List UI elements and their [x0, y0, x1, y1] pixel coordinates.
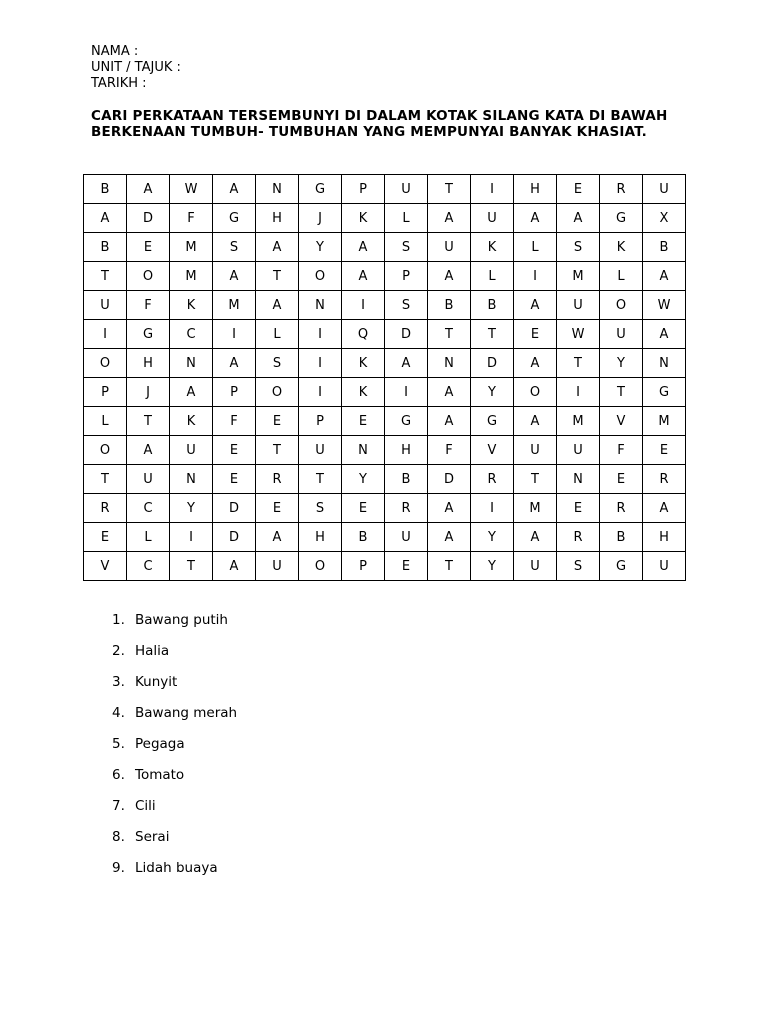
word-list-item [112, 639, 237, 670]
grid-cell[interactable]: E [213, 436, 256, 465]
grid-cell[interactable]: A [213, 349, 256, 378]
grid-cell[interactable]: M [170, 262, 213, 291]
word-list-item [112, 794, 237, 825]
grid-cell[interactable]: E [256, 494, 299, 523]
grid-cell[interactable]: V [471, 436, 514, 465]
grid-cell[interactable]: S [385, 233, 428, 262]
grid-cell[interactable]: E [600, 465, 643, 494]
grid-cell[interactable]: L [514, 233, 557, 262]
grid-cell[interactable]: T [84, 262, 127, 291]
grid-cell[interactable]: K [342, 349, 385, 378]
word-text: Pegaga [135, 736, 185, 752]
grid-cell[interactable]: A [84, 204, 127, 233]
word-number: 5. [112, 736, 125, 752]
grid-cell[interactable]: K [342, 204, 385, 233]
grid-cell[interactable]: R [600, 175, 643, 204]
grid-cell[interactable]: U [84, 291, 127, 320]
grid-cell[interactable]: X [643, 204, 686, 233]
grid-cell[interactable]: S [557, 233, 600, 262]
grid-cell[interactable]: A [385, 349, 428, 378]
grid-cell[interactable]: T [299, 465, 342, 494]
word-text: Kunyit [135, 674, 178, 690]
grid-cell[interactable]: S [299, 494, 342, 523]
grid-cell[interactable]: A [127, 175, 170, 204]
grid-cell[interactable]: I [342, 291, 385, 320]
grid-cell[interactable]: U [127, 465, 170, 494]
grid-cell[interactable]: P [213, 378, 256, 407]
grid-cell[interactable]: O [127, 262, 170, 291]
grid-cell[interactable]: U [514, 552, 557, 581]
grid-cell[interactable]: H [385, 436, 428, 465]
grid-cell[interactable]: R [471, 465, 514, 494]
word-text: Tomato [135, 767, 185, 783]
grid-cell[interactable]: O [256, 378, 299, 407]
grid-cell[interactable]: I [557, 378, 600, 407]
grid-cell[interactable]: G [643, 378, 686, 407]
grid-cell[interactable]: I [213, 320, 256, 349]
grid-cell[interactable]: J [299, 204, 342, 233]
grid-cell[interactable]: T [256, 436, 299, 465]
grid-cell[interactable]: R [385, 494, 428, 523]
word-number: 9. [112, 860, 125, 876]
grid-row [84, 349, 686, 378]
grid-cell[interactable]: B [428, 291, 471, 320]
grid-cell[interactable]: I [514, 262, 557, 291]
grid-cell[interactable]: P [84, 378, 127, 407]
grid-cell[interactable]: U [385, 523, 428, 552]
grid-cell[interactable]: A [557, 204, 600, 233]
grid-cell[interactable]: C [170, 320, 213, 349]
grid-cell[interactable]: U [600, 320, 643, 349]
grid-cell[interactable]: I [299, 349, 342, 378]
grid-cell[interactable]: A [514, 349, 557, 378]
grid-cell[interactable]: B [342, 523, 385, 552]
grid-cell[interactable]: V [600, 407, 643, 436]
word-text: Bawang merah [135, 705, 238, 721]
word-text: Lidah buaya [135, 860, 218, 876]
grid-cell[interactable]: H [299, 523, 342, 552]
grid-cell[interactable]: O [84, 349, 127, 378]
grid-cell[interactable]: E [256, 407, 299, 436]
grid-cell[interactable]: G [385, 407, 428, 436]
grid-cell[interactable]: T [256, 262, 299, 291]
grid-cell[interactable]: A [127, 436, 170, 465]
grid-cell[interactable]: T [600, 378, 643, 407]
word-text: Halia [135, 643, 170, 659]
grid-cell[interactable]: E [514, 320, 557, 349]
grid-cell[interactable]: F [127, 291, 170, 320]
grid-row [84, 233, 686, 262]
grid-cell[interactable]: E [557, 175, 600, 204]
grid-cell[interactable]: A [514, 407, 557, 436]
word-list [112, 608, 237, 887]
grid-cell[interactable]: E [643, 436, 686, 465]
grid-cell[interactable]: U [471, 204, 514, 233]
grid-cell[interactable]: D [428, 465, 471, 494]
grid-cell[interactable]: H [643, 523, 686, 552]
grid-cell[interactable]: P [385, 262, 428, 291]
grid-cell[interactable]: S [256, 349, 299, 378]
grid-cell[interactable]: T [514, 465, 557, 494]
grid-cell[interactable]: B [471, 291, 514, 320]
grid-cell[interactable]: A [514, 204, 557, 233]
grid-cell[interactable]: D [385, 320, 428, 349]
grid-cell[interactable]: B [84, 175, 127, 204]
grid-cell[interactable]: G [471, 407, 514, 436]
grid-cell[interactable]: A [256, 291, 299, 320]
grid-cell[interactable]: C [127, 494, 170, 523]
grid-cell[interactable]: A [514, 523, 557, 552]
grid-cell[interactable]: P [342, 175, 385, 204]
grid-cell[interactable]: L [600, 262, 643, 291]
grid-cell[interactable]: G [213, 204, 256, 233]
grid-cell[interactable]: A [256, 233, 299, 262]
grid-cell[interactable]: T [471, 320, 514, 349]
word-text: Cili [135, 798, 156, 814]
grid-cell[interactable]: A [213, 552, 256, 581]
grid-cell[interactable]: U [557, 436, 600, 465]
grid-cell[interactable]: E [557, 494, 600, 523]
grid-cell[interactable]: W [643, 291, 686, 320]
grid-cell[interactable]: A [256, 523, 299, 552]
grid-cell[interactable]: E [342, 407, 385, 436]
grid-row [84, 175, 686, 204]
grid-cell[interactable]: U [643, 175, 686, 204]
grid-cell[interactable]: Y [471, 552, 514, 581]
grid-cell[interactable]: E [385, 552, 428, 581]
grid-cell[interactable]: N [557, 465, 600, 494]
word-text: Bawang putih [135, 612, 228, 628]
word-search-grid [83, 174, 686, 581]
grid-cell[interactable]: A [170, 378, 213, 407]
grid-cell[interactable]: U [256, 552, 299, 581]
grid-cell[interactable]: D [127, 204, 170, 233]
grid-cell[interactable]: N [170, 349, 213, 378]
grid-cell[interactable]: O [299, 552, 342, 581]
grid-cell[interactable]: D [471, 349, 514, 378]
grid-cell[interactable]: E [84, 523, 127, 552]
grid-cell[interactable]: A [428, 523, 471, 552]
grid-cell[interactable]: N [299, 291, 342, 320]
tarikh-label: TARIKH : [91, 76, 147, 91]
grid-row [84, 262, 686, 291]
grid-cell[interactable]: L [385, 204, 428, 233]
grid-cell[interactable]: M [213, 291, 256, 320]
grid-cell[interactable]: Y [600, 349, 643, 378]
worksheet-header [91, 44, 181, 92]
grid-cell[interactable]: A [342, 262, 385, 291]
grid-cell[interactable]: I [299, 320, 342, 349]
grid-cell[interactable]: B [643, 233, 686, 262]
grid-cell[interactable]: N [342, 436, 385, 465]
grid-cell[interactable]: Y [471, 378, 514, 407]
grid-cell[interactable]: T [127, 407, 170, 436]
grid-cell[interactable]: I [299, 378, 342, 407]
grid-cell[interactable]: I [385, 378, 428, 407]
grid-cell[interactable]: G [600, 204, 643, 233]
grid-cell[interactable]: A [643, 320, 686, 349]
grid-cell[interactable]: H [514, 175, 557, 204]
grid-cell[interactable]: Y [299, 233, 342, 262]
grid-cell[interactable]: F [600, 436, 643, 465]
grid-cell[interactable]: G [127, 320, 170, 349]
grid-cell[interactable]: B [84, 233, 127, 262]
grid-row [84, 320, 686, 349]
grid-cell[interactable]: R [600, 494, 643, 523]
grid-cell[interactable]: O [299, 262, 342, 291]
grid-row [84, 291, 686, 320]
grid-cell[interactable]: A [643, 262, 686, 291]
grid-cell[interactable]: R [557, 523, 600, 552]
grid-cell[interactable]: H [256, 204, 299, 233]
grid-cell[interactable]: A [428, 204, 471, 233]
word-number: 3. [112, 674, 125, 690]
grid-cell[interactable]: T [428, 175, 471, 204]
unit-tajuk-label: UNIT / TAJUK : [91, 60, 181, 75]
word-number: 6. [112, 767, 125, 783]
word-number: 8. [112, 829, 125, 845]
grid-row [84, 407, 686, 436]
grid-cell[interactable]: Y [342, 465, 385, 494]
word-list-item [112, 732, 237, 763]
grid-cell[interactable]: E [213, 465, 256, 494]
grid-cell[interactable]: A [428, 378, 471, 407]
grid-cell[interactable]: S [385, 291, 428, 320]
grid-cell[interactable]: M [514, 494, 557, 523]
grid-cell[interactable]: T [557, 349, 600, 378]
grid-cell[interactable]: R [256, 465, 299, 494]
grid-row [84, 465, 686, 494]
grid-cell[interactable]: A [213, 175, 256, 204]
grid-cell[interactable]: H [127, 349, 170, 378]
grid-cell[interactable]: U [557, 291, 600, 320]
word-list-item [112, 608, 237, 639]
grid-cell[interactable]: A [428, 494, 471, 523]
grid-cell[interactable]: A [342, 233, 385, 262]
grid-cell[interactable]: I [471, 175, 514, 204]
grid-cell[interactable]: P [342, 552, 385, 581]
grid-cell[interactable]: F [213, 407, 256, 436]
grid-cell[interactable]: O [514, 378, 557, 407]
grid-cell[interactable]: D [213, 523, 256, 552]
grid-cell[interactable]: M [170, 233, 213, 262]
grid-cell[interactable]: P [299, 407, 342, 436]
word-number: 2. [112, 643, 125, 659]
grid-cell[interactable]: U [170, 436, 213, 465]
word-number: 7. [112, 798, 125, 814]
grid-cell[interactable]: N [428, 349, 471, 378]
grid-cell[interactable]: I [84, 320, 127, 349]
grid-cell[interactable]: L [471, 262, 514, 291]
grid-cell[interactable]: U [385, 175, 428, 204]
nama-label: NAMA : [91, 44, 139, 59]
grid-cell[interactable]: U [428, 233, 471, 262]
grid-cell[interactable]: T [428, 320, 471, 349]
word-list-item [112, 670, 237, 701]
word-list-item [112, 825, 237, 856]
grid-cell[interactable]: R [643, 465, 686, 494]
word-list-item [112, 763, 237, 794]
grid-cell[interactable]: W [170, 175, 213, 204]
grid-cell[interactable]: L [127, 523, 170, 552]
grid-row [84, 523, 686, 552]
grid-cell[interactable]: N [256, 175, 299, 204]
grid-cell[interactable]: M [557, 407, 600, 436]
grid-cell[interactable]: K [170, 291, 213, 320]
word-list-item [112, 701, 237, 732]
grid-cell[interactable]: I [471, 494, 514, 523]
grid-row [84, 204, 686, 233]
grid-cell[interactable]: U [514, 436, 557, 465]
grid-cell[interactable]: G [299, 175, 342, 204]
grid-cell[interactable]: F [170, 204, 213, 233]
grid-cell[interactable]: E [342, 494, 385, 523]
grid-cell[interactable]: T [170, 552, 213, 581]
grid-cell[interactable]: F [428, 436, 471, 465]
grid-cell[interactable]: M [557, 262, 600, 291]
grid-cell[interactable]: U [299, 436, 342, 465]
grid-cell[interactable]: O [84, 436, 127, 465]
grid-cell[interactable]: L [84, 407, 127, 436]
grid-cell[interactable]: W [557, 320, 600, 349]
grid-cell[interactable]: K [471, 233, 514, 262]
grid-cell[interactable]: K [600, 233, 643, 262]
grid-cell[interactable]: J [127, 378, 170, 407]
grid-cell[interactable]: G [600, 552, 643, 581]
grid-cell[interactable]: A [428, 407, 471, 436]
grid-cell[interactable]: I [170, 523, 213, 552]
grid-cell[interactable]: Y [471, 523, 514, 552]
grid-cell[interactable]: A [428, 262, 471, 291]
grid-cell[interactable]: B [385, 465, 428, 494]
grid-cell[interactable]: L [256, 320, 299, 349]
grid-cell[interactable]: C [127, 552, 170, 581]
grid-cell[interactable]: K [342, 378, 385, 407]
grid-cell[interactable]: V [84, 552, 127, 581]
word-list-item [112, 856, 237, 887]
grid-cell[interactable]: T [84, 465, 127, 494]
grid-row [84, 378, 686, 407]
instruction-text: CARI PERKATAAN TERSEMBUNYI DI DALAM KOTAK SILANG KATA DI BAWAH BERKENAAN TUMBUH- TUMBUHAN YANG MEMPUNYAI BANYAK KHASIAT. [91, 108, 668, 140]
word-text: Serai [135, 829, 170, 845]
grid-cell[interactable]: R [84, 494, 127, 523]
grid-cell[interactable]: N [170, 465, 213, 494]
grid-cell[interactable]: S [213, 233, 256, 262]
grid-cell[interactable]: K [170, 407, 213, 436]
grid-cell[interactable]: M [643, 407, 686, 436]
grid-cell[interactable]: E [127, 233, 170, 262]
grid-cell[interactable]: Q [342, 320, 385, 349]
grid-cell[interactable]: D [213, 494, 256, 523]
grid-row [84, 552, 686, 581]
grid-cell[interactable]: T [428, 552, 471, 581]
grid-cell[interactable]: A [213, 262, 256, 291]
grid-row [84, 494, 686, 523]
word-number: 1. [112, 612, 125, 628]
grid-cell[interactable]: A [643, 494, 686, 523]
grid-cell[interactable]: B [600, 523, 643, 552]
word-number: 4. [112, 705, 125, 721]
grid-row [84, 436, 686, 465]
grid-cell[interactable]: A [514, 291, 557, 320]
grid-cell[interactable]: Y [170, 494, 213, 523]
grid-cell[interactable]: N [643, 349, 686, 378]
grid-cell[interactable]: U [643, 552, 686, 581]
grid-cell[interactable]: O [600, 291, 643, 320]
grid-cell[interactable]: S [557, 552, 600, 581]
